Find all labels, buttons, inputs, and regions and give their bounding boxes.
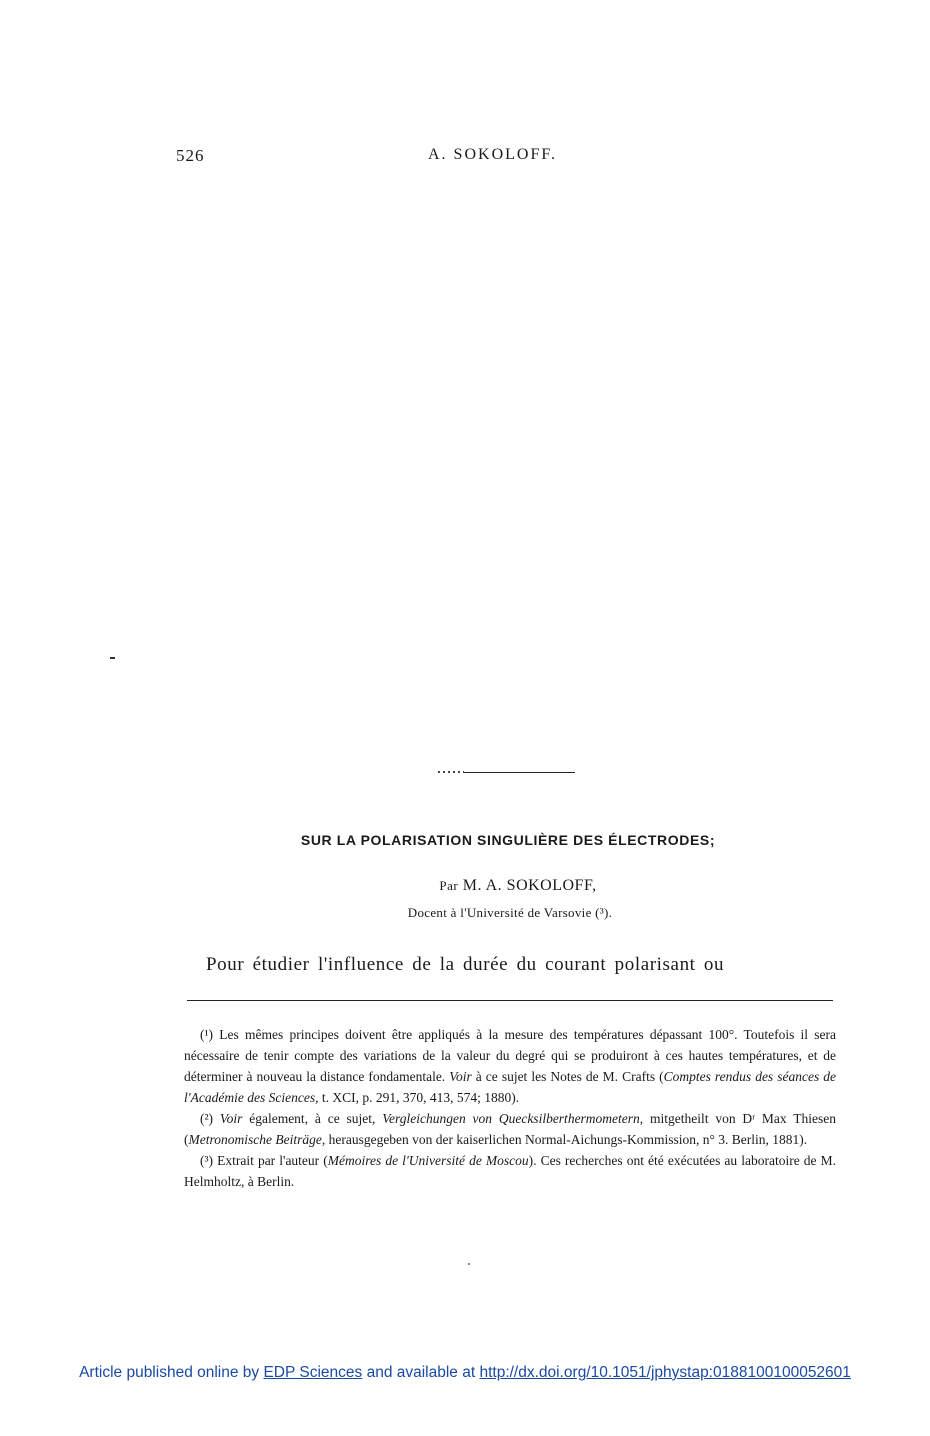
footnote-text: ). Ces recherches ont été exécutées au laboratoire de M. Helmholtz, à Berlin. [184, 1153, 836, 1189]
footnote-text: Les mêmes principes doivent être appliqués à la mesure des températures dépassant 100°. Toutefois il sera nécessaire de tenir compte des variations de la valeur du degré qui se produiront à ces hautes températures, et de déterminer à nouveau la distance fondamentale. [184, 1027, 836, 1084]
footnote-citation: Metronomische Beiträge, [188, 1132, 326, 1147]
footnotes [184, 1024, 836, 1192]
footnote-italic: Voir [449, 1069, 472, 1084]
byline-prefix: Par [439, 878, 459, 893]
page-number: 526 [176, 146, 205, 165]
doi-link[interactable]: http://dx.doi.org/10.1051/jphystap:0188100100052601 [479, 1364, 851, 1381]
footnote-1 [184, 1024, 836, 1108]
footnote-text: également, à ce sujet, [242, 1111, 383, 1126]
author-name: M. A. SOKOLOFF, [462, 877, 597, 894]
footnote-text: herausgegeben von der kaiserlichen Normal-Aichungs-Kommission, n° 3. Berlin, 1881). [325, 1132, 808, 1147]
byline [0, 877, 930, 895]
body-first-line: Pour étudier l'influence de la durée du courant polarisant ou [206, 954, 725, 975]
stray-mark [110, 657, 115, 659]
footnote-marker: (¹) [200, 1027, 214, 1042]
banner-middle: and available at [362, 1364, 480, 1381]
publisher-banner [0, 1364, 930, 1382]
footnote-marker: (³) [200, 1153, 214, 1168]
footnote-citation: Mémoires de l'Université de Moscou [327, 1153, 529, 1168]
footnote-text: mitgetheilt von Dʳ Max Thiesen ( [184, 1111, 836, 1147]
footnote-marker: (²) [200, 1111, 214, 1126]
banner-prefix: Article published online by [79, 1364, 264, 1381]
faint-dot [468, 1263, 470, 1265]
footnote-rule [187, 1000, 833, 1001]
footnote-text: t. XCI, p. 291, 370, 413, 574; 1880). [318, 1090, 520, 1105]
footnote-citation: Vergleichungen von Quecksilberthermometern, [382, 1111, 644, 1126]
footnote-2 [184, 1108, 836, 1150]
footnote-text: à ce sujet les Notes de M. Crafts ( [471, 1069, 664, 1084]
section-separator-rule [438, 772, 575, 773]
footnote-text: Extrait par l'auteur ( [213, 1153, 328, 1168]
article-title: SUR LA POLARISATION SINGULIÈRE DES ÉLECTRODES; [300, 832, 716, 848]
footnote-italic: Voir [219, 1111, 243, 1126]
publisher-link[interactable]: EDP Sciences [263, 1364, 363, 1381]
running-head: A. SOKOLOFF. [428, 146, 557, 163]
footnote-3 [184, 1150, 836, 1192]
footnote-citation: Comptes rendus des séances de l'Académie des Sciences, [184, 1069, 836, 1105]
author-affiliation: Docent à l'Université de Varsovie (³). [407, 905, 613, 920]
